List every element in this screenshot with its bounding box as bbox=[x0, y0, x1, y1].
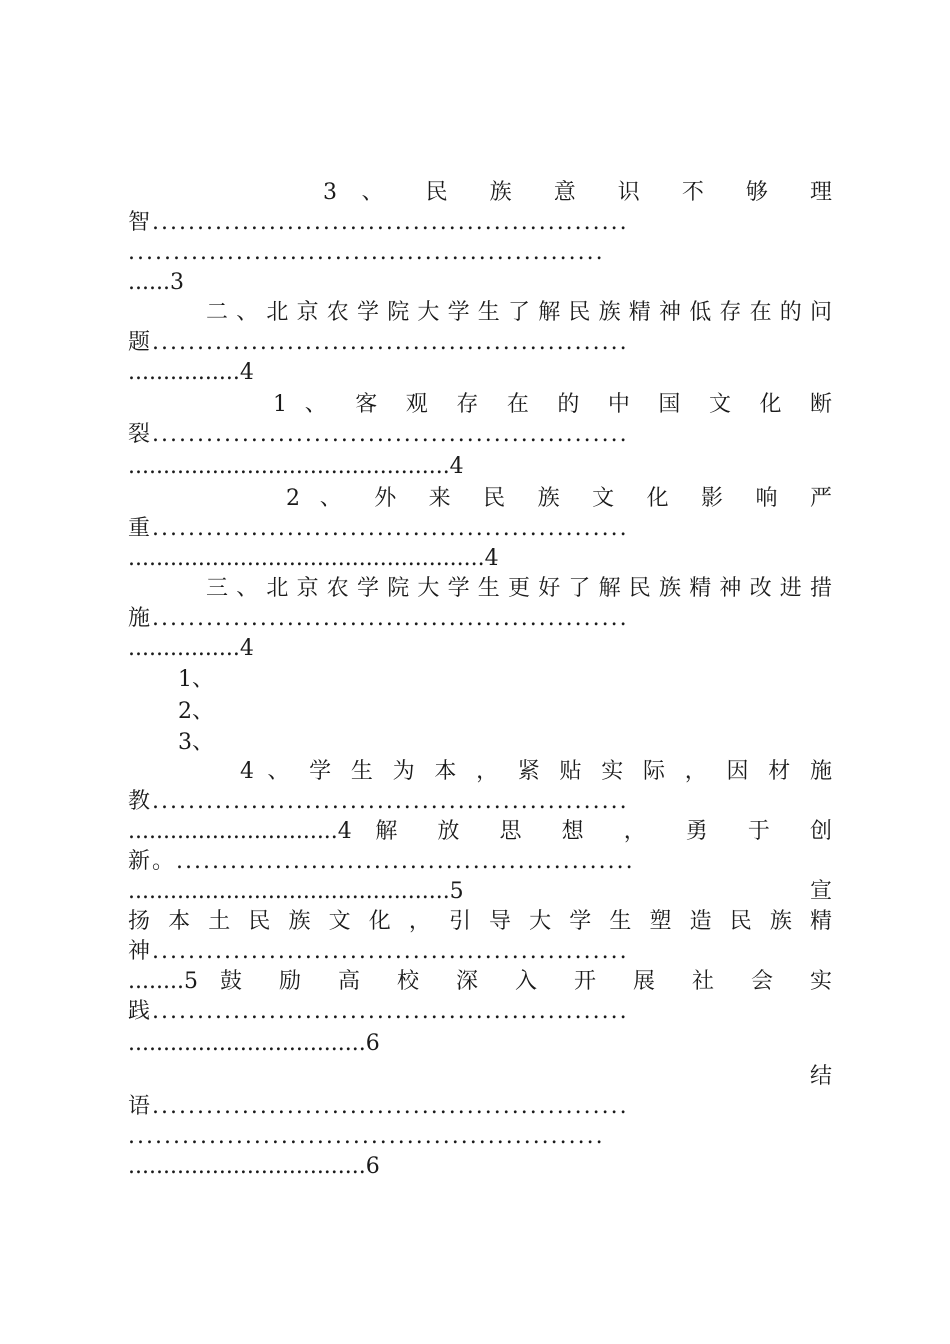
toc-line: 重..................................................... bbox=[128, 516, 629, 541]
toc-line: 教..................................................... bbox=[128, 789, 629, 814]
toc-line: ..............................4 解 放 思 想 ， 勇 于 创 bbox=[128, 819, 832, 844]
toc-line: ..............................................4 bbox=[128, 454, 464, 479]
toc-line: 3 、 民 族 意 识 不 够 理 bbox=[323, 180, 832, 205]
toc-line: ...................................................4 bbox=[128, 546, 499, 571]
toc-line: ..................................6 bbox=[128, 1031, 380, 1056]
toc-line: 2、 bbox=[178, 699, 214, 724]
toc-line: 结 bbox=[809, 1064, 832, 1089]
toc-line: 题..................................................... bbox=[128, 330, 629, 355]
toc-line: 扬 本 土 民 族 文 化 ， 引 导 大 学 生 塑 造 民 族 精 bbox=[128, 909, 832, 934]
toc-line: ......3 bbox=[128, 270, 184, 295]
toc-line: 新。................................................... bbox=[128, 849, 635, 874]
toc-line: 2 、 外 来 民 族 文 化 影 响 严 bbox=[286, 486, 832, 511]
toc-line: ................4 bbox=[128, 636, 254, 661]
toc-line: 1 、 客 观 存 在 的 中 国 文 化 断 bbox=[273, 392, 832, 417]
toc-line: 1、 bbox=[178, 667, 214, 692]
toc-line: 语..................................................... bbox=[128, 1094, 629, 1119]
toc-line: 三、北京农学院大学生更好了解民族精神改进措 bbox=[206, 576, 832, 601]
toc-line: ..............................................5 宣 bbox=[128, 879, 832, 904]
toc-line: 践..................................................... bbox=[128, 999, 629, 1024]
toc-line: 施..................................................... bbox=[128, 606, 629, 631]
toc-line: ..................................6 bbox=[128, 1154, 380, 1179]
toc-line: ..................................................... bbox=[128, 1124, 605, 1149]
toc-line: ........5 鼓 励 高 校 深 入 开 展 社 会 实 bbox=[128, 969, 832, 994]
toc-line: 4 、 学 生 为 本 ， 紧 贴 实 际 ， 因 材 施 bbox=[240, 759, 832, 784]
toc-line: 裂..................................................... bbox=[128, 422, 629, 447]
toc-line: 二、北京农学院大学生了解民族精神低存在的问 bbox=[206, 300, 832, 325]
toc-line: 神..................................................... bbox=[128, 939, 629, 964]
toc-line: 3、 bbox=[178, 730, 214, 755]
toc-line: ..................................................... bbox=[128, 240, 605, 265]
toc-line: 智..................................................... bbox=[128, 210, 629, 235]
toc-line: ................4 bbox=[128, 360, 254, 385]
